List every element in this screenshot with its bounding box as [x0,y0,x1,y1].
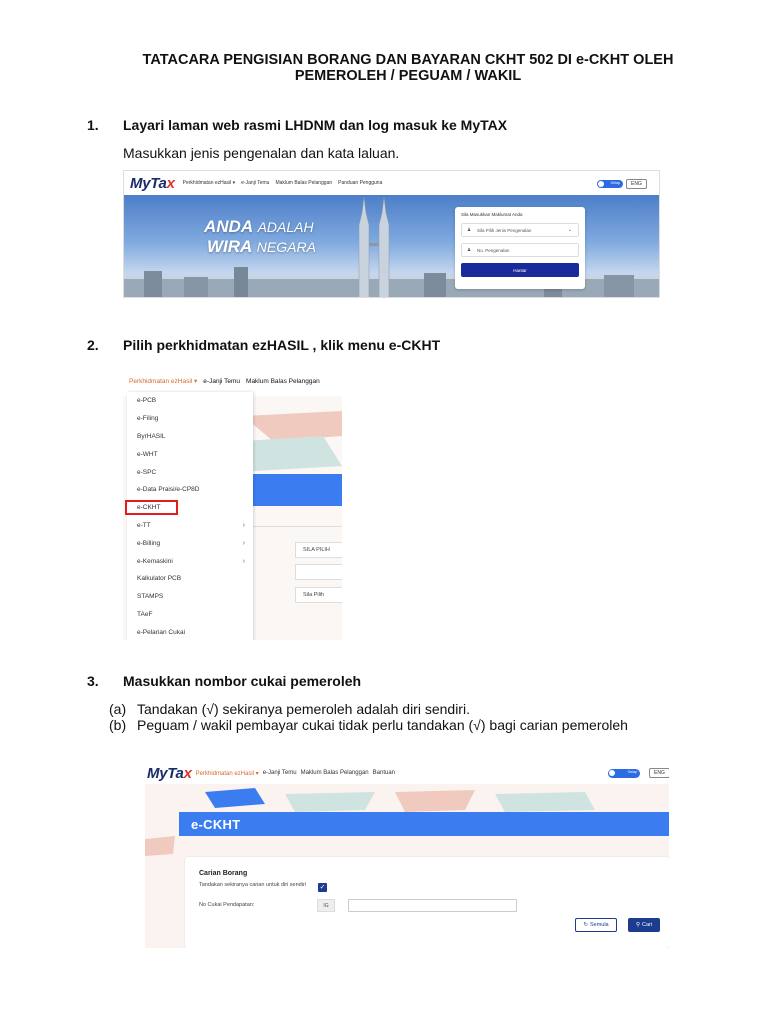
nav-perkhidmatan[interactable]: Perkhidmatan ezHasil ▾ [129,378,198,385]
e-ckht-highlight-box [125,500,178,515]
hero-slogan: ANDA ADALAH WIRA NEGARA [204,217,316,256]
chevron-down-icon: ⌄ [567,227,572,233]
refresh-icon: ↻ [583,922,588,928]
petronas-towers-image [349,195,399,298]
menu-item-e-tt[interactable]: e-TT › [137,521,245,529]
self-search-label: Tandakan sekiranya carian untuk diri sendiri [199,882,307,888]
login-header: Sila Masukkan Maklumat Anda [461,212,523,217]
mytax-navbar [124,171,659,195]
card-title: Carian Borang [199,870,248,877]
menu-item-e-wht[interactable]: e-WHT [137,450,158,458]
login-form [455,207,585,289]
nav-maklum-balas[interactable]: Maklum Balas Pelanggan [275,180,333,186]
lang-button[interactable]: ENG [626,179,647,189]
menu-item-stamps[interactable]: STAMPS [137,593,164,601]
theme-toggle[interactable]: Gelap ENG [608,768,669,778]
lang-button[interactable]: ENG [649,768,669,778]
step-3-item-b: (b) Peguam / wakil pembayar cukai tidak perlu tandakan (√) bagi carian pemeroleh [109,717,628,733]
chevron-right-icon: › [242,521,245,529]
search-icon: ⚲ [635,922,640,928]
tax-number-label: No Cukai Pendapatan: [199,902,255,908]
menu-item-byrhasil[interactable]: ByrHASIL [137,432,166,440]
nav-maklum-balas[interactable]: Maklum Balas Pelanggan [300,770,369,776]
menu-item-e-pelarian-cukai[interactable]: e-Pelarian Cukai [137,628,186,636]
title-line-1: TATACARA PENGISIAN BORANG DAN BAYARAN CKHT 502 DI e-CKHT OLEH [142,52,674,68]
self-search-checkbox[interactable] [318,883,327,892]
step-1-body: Masukkan jenis pengenalan dan kata laluan. [123,145,400,161]
mytax-login-screenshot [123,170,660,298]
hero-banner [124,195,660,298]
nav-perkhidmatan[interactable]: Perkhidmatan ezHasil ▾ [182,180,236,186]
nav-janji-temu[interactable]: e-Janji Temu [203,377,241,385]
nav-maklum-balas[interactable]: Maklum Balas Pelanggan [246,377,320,385]
theme-toggle[interactable]: Gelap ENG [597,179,647,189]
nav-janji-temu[interactable]: e-Janji Temu [262,770,297,776]
search-button[interactable]: ⚲ Cari [628,918,660,932]
mytax-logo: MyTax [147,764,192,782]
page-title-bar: e-CKHT [179,812,669,836]
menu-item-e-pcb[interactable]: e-PCB [137,397,157,405]
id-type-select[interactable]: ♟ Sila Pilih Jenis Pengenalan ⌄ [461,223,579,237]
id-number-input[interactable]: ♟ No. Pengenalan [461,243,579,257]
step-3-heading: Masukkan nombor cukai pemeroleh [123,673,362,689]
menu-item-kalkulator-pcb[interactable]: Kalkulator PCB [137,575,182,583]
document-title [100,52,716,84]
select-field-1[interactable]: SILA PILIH [295,542,342,558]
user-icon: ♟ [467,227,472,232]
title-line-2: PEMEROLEH / PEGUAM / WAKIL [294,68,522,84]
mytax-navbar [145,762,669,784]
menu-item-e-spc[interactable]: e-SPC [137,468,157,476]
step-3-number: 3. [87,673,99,689]
menu-item-e-ckht[interactable]: e-CKHT [137,504,161,512]
step-3-item-a: (a) Tandakan (√) sekiranya pemeroleh adalah diri sendiri. [109,701,470,717]
reset-button[interactable]: ↻ Semula [575,918,617,932]
chevron-right-icon: › [242,557,245,565]
input-field-2[interactable] [295,564,342,580]
menu-item-taef[interactable]: TAeF [137,610,153,618]
tax-number-input[interactable] [348,899,517,912]
nav-panduan[interactable]: Panduan Pengguna [338,180,383,186]
chevron-right-icon: › [242,539,245,547]
select-field-3[interactable]: Sila Pilih [295,587,342,603]
step-2-heading: Pilih perkhidmatan ezHASIL , klik menu e-CKHT [123,337,441,353]
ezhasil-menu-screenshot [123,366,342,640]
step-2-number: 2. [87,337,99,353]
nav-janji-temu[interactable]: e-Janji Temu [241,180,270,186]
tax-prefix-select[interactable]: IG [317,899,335,912]
menu-item-e-filing[interactable]: e-Filing [137,415,159,423]
menu-item-e-kemaskini[interactable]: e-Kemaskini › [137,557,245,565]
mytax-logo: MyTax [130,174,175,192]
e-ckht-search-screenshot [145,762,669,948]
menu-item-e-data-praisi[interactable]: e-Data Praisi/e-CP8D [137,486,200,494]
step-1-heading: Layari laman web rasmi LHDNM dan log masuk ke MyTAX [123,117,508,133]
nav-bantuan[interactable]: Bantuan [372,770,395,776]
submit-button[interactable]: Hantar [461,263,579,277]
user-icon: ♟ [467,247,472,252]
ezhasil-dropdown-menu [127,392,253,640]
check-icon: ✓ [319,884,326,891]
nav-perkhidmatan[interactable]: Perkhidmatan ezHasil ▾ [195,770,259,777]
step-1-number: 1. [87,117,99,133]
carian-borang-card [185,857,669,948]
menu-item-e-billing[interactable]: e-Billing › [137,539,245,547]
